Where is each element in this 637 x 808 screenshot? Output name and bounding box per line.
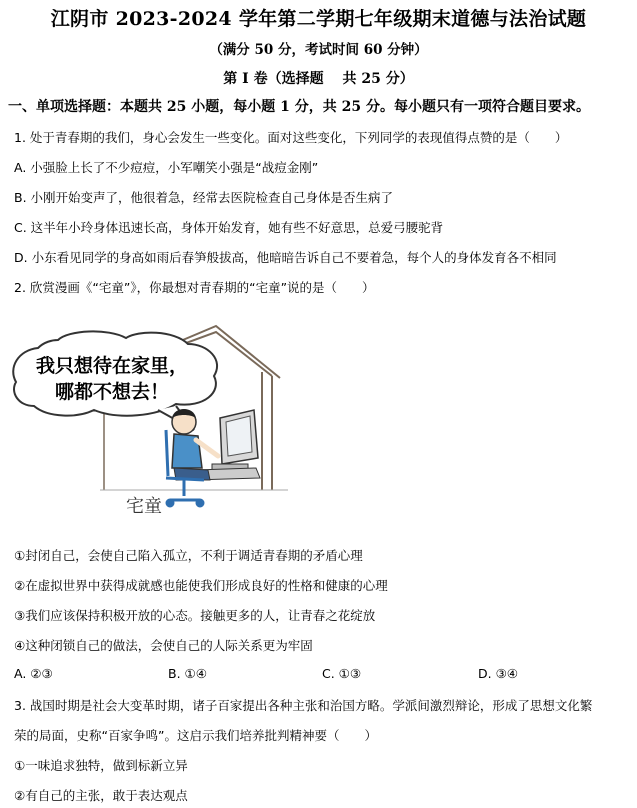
exam-subtitle: （满分 50 分，考试时间 60 分钟）: [209, 42, 428, 58]
q1-option-b: B. 小刚开始变声了，他很着急，经常去医院检查自己身体是否生病了: [14, 190, 394, 205]
volume-heading: 第 I 卷（选择题 共 25 分）: [223, 71, 414, 87]
q2-option-b: B. ①④: [168, 666, 207, 681]
q2-statement-3: ③我们应该保持积极开放的心态。接触更多的人，让青春之花绽放: [14, 608, 376, 623]
q3-statement-2: ②有自己的主张，敢于表达观点: [14, 788, 188, 803]
q2-statement-2: ②在虚拟世界中获得成就感也能使我们形成良好的性格和健康的心理: [14, 578, 388, 593]
cartoon-caption: 宅童: [126, 496, 162, 517]
q1-option-c: C. 这半年小玲身体迅速长高，身体开始发育，她有些不好意思，总爱弓腰驼背: [14, 220, 444, 235]
bubble-line-1: 我只想待在家里，: [35, 355, 189, 377]
exam-title: 江阴市 2023-2024 学年第二学期七年级期末道德与法治试题: [50, 8, 587, 30]
q1-option-a: A. 小强脸上长了不少痘痘，小军嘲笑小强是“战痘金刚”: [14, 160, 319, 175]
q1-stem: 1. 处于青春期的我们，身心会发生一些变化。面对这些变化，下列同学的表现值得点赞的是（ ）: [14, 130, 568, 145]
q2-stem: 2. 欣赏漫画《“宅童”》，你最想对青春期的“宅童”说的是（ ）: [14, 280, 375, 295]
q3-stem-line-2: 荣的局面，史称“百家争鸣”。这启示我们培养批判精神要（ ）: [14, 728, 377, 743]
q2-statement-4: ④这种闭锁自己的做法，会使自己的人际关系更为牢固: [14, 638, 313, 653]
section-heading: 一、单项选择题：本题共 25 小题，每小题 1 分，共 25 分。每小题只有一项符合题目要求。: [8, 99, 590, 115]
q2-option-c: C. ①③: [322, 666, 362, 681]
q1-option-d: D. 小东看见同学的身高如雨后春笋般拔高，他暗暗告诉自己不要着急，每个人的身体发育各不相同: [14, 250, 557, 265]
bubble-line-2: 哪都不想去！: [54, 381, 170, 403]
q3-statement-1: ①一味追求独特，做到标新立异: [14, 758, 188, 773]
q3-stem-line-1: 3. 战国时期是社会大变革时期，诸子百家提出各种主张和治国方略。学派间激烈辩论，形成了思想文化繁: [14, 698, 593, 713]
q2-option-a: A. ②③: [14, 666, 53, 681]
q2-statement-1: ①封闭自己，会使自己陷入孤立，不利于调适青春期的矛盾心理: [14, 548, 363, 563]
q2-option-d: D. ③④: [478, 666, 518, 681]
